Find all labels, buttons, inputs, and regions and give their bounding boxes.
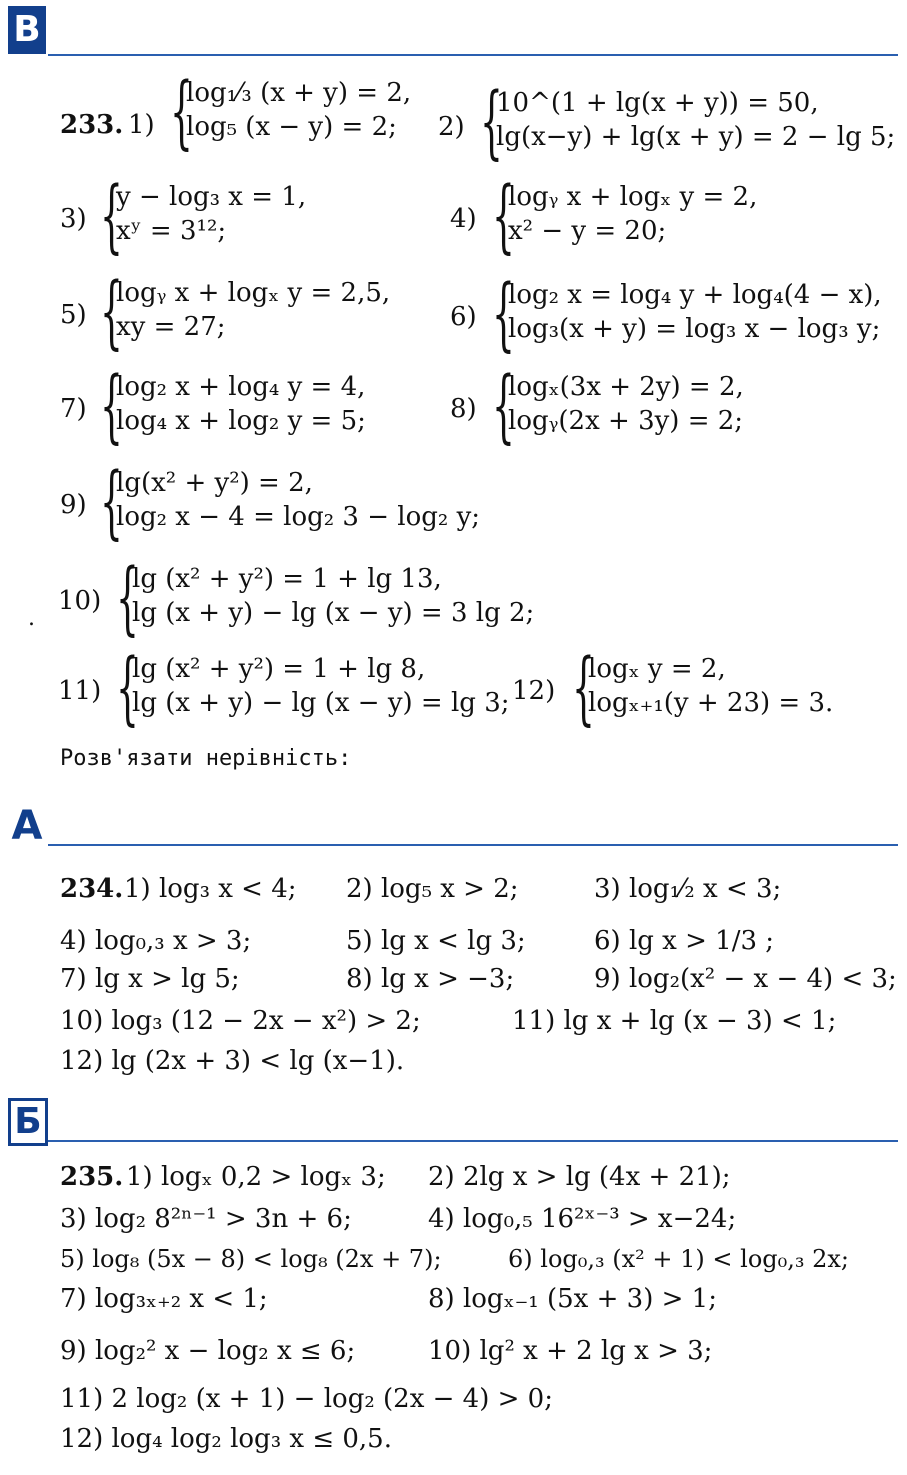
- equation-row: lg(x−y) + lg(x + y) = 2 − lg 5;: [496, 122, 896, 152]
- inequality: 2) log₅ x > 2;: [346, 874, 519, 904]
- inequality: 7) log₃ₓ₊₂ x < 1;: [60, 1284, 268, 1314]
- brace-icon: {: [492, 267, 515, 360]
- inequality: 11) 2 log₂ (x + 1) − log₂ (2x − 4) > 0;: [60, 1384, 553, 1414]
- inequality: 8) lg x > −3;: [346, 964, 515, 994]
- section-rule: [48, 844, 898, 846]
- section-badge-v: В: [8, 6, 46, 54]
- equation-row: lg (x + y) − lg (x − y) = lg 3;: [132, 688, 510, 718]
- equation-row: log₃(x + y) = log₃ x − log₃ y;: [508, 314, 881, 344]
- inequality: 4) log₀,₃ x > 3;: [60, 926, 252, 956]
- equation-row: logₓ(3x + 2y) = 2,: [508, 372, 744, 402]
- brace-icon: {: [116, 641, 139, 734]
- inequality: 7) lg x > lg 5;: [60, 964, 240, 994]
- inequality: 12) log₄ log₂ log₃ x ≤ 0,5.: [60, 1424, 392, 1454]
- brace-icon: {: [170, 65, 193, 158]
- equation-row: log₂ x + log₄ y = 4,: [116, 372, 366, 402]
- item-number: 12): [512, 676, 556, 706]
- inequality: 12) lg (2x + 3) < lg (x−1).: [60, 1046, 405, 1076]
- problem-234-label: 234.: [60, 874, 124, 904]
- inequality: 1) log₃ x < 4;: [124, 874, 297, 904]
- brace-icon: {: [572, 641, 595, 734]
- item-number: 9): [60, 490, 87, 520]
- equation-row: logᵧ x + logₓ y = 2,5,: [116, 278, 391, 308]
- inequality: 5) log₈ (5x − 8) < log₈ (2x + 7);: [60, 1245, 442, 1273]
- brace-icon: {: [116, 551, 139, 644]
- instruction-text: Розв'язати нерівність:: [60, 746, 352, 771]
- equation-row: y − log₃ x = 1,: [116, 182, 307, 212]
- equation-row: log₂ x − 4 = log₂ 3 − log₂ y;: [116, 502, 481, 532]
- inequality: 5) lg x < lg 3;: [346, 926, 526, 956]
- inequality: 6) lg x > 1/3 ;: [594, 926, 775, 956]
- item-number: 4): [450, 204, 477, 234]
- item-number: 8): [450, 394, 477, 424]
- section-badge-a: А: [11, 803, 43, 849]
- inequality: 4) log₀,₅ 16²ˣ⁻³ > x−24;: [428, 1204, 737, 1234]
- inequality: 3) log₂ 8²ⁿ⁻¹ > 3n + 6;: [60, 1204, 352, 1234]
- equation-row: log₄ x + log₂ y = 5;: [116, 406, 366, 436]
- inequality: 2) 2lg x > lg (4x + 21);: [428, 1162, 731, 1192]
- brace-icon: {: [480, 75, 503, 168]
- item-number: 7): [60, 394, 87, 424]
- equation-row: log₁⁄₃ (x + y) = 2,: [186, 78, 412, 108]
- brace-icon: {: [100, 455, 123, 548]
- equation-row: 10^(1 + lg(x + y)) = 50,: [496, 88, 819, 118]
- inequality: 8) logₓ₋₁ (5x + 3) > 1;: [428, 1284, 717, 1314]
- equation-row: log₂ x = log₄ y + log₄(4 − x),: [508, 280, 882, 310]
- inequality: 11) lg x + lg (x − 3) < 1;: [512, 1006, 837, 1036]
- equation-row: logᵧ x + logₓ y = 2,: [508, 182, 758, 212]
- equation-row: lg (x² + y²) = 1 + lg 8,: [132, 654, 426, 684]
- item-number: 1): [128, 110, 155, 140]
- equation-row: xy = 27;: [116, 312, 226, 342]
- equation-row: lg (x + y) − lg (x − y) = 3 lg 2;: [132, 598, 535, 628]
- item-number: 5): [60, 300, 87, 330]
- inequality: 6) log₀,₃ (x² + 1) < log₀,₃ 2x;: [508, 1245, 850, 1273]
- inequality: 10) log₃ (12 − 2x − x²) > 2;: [60, 1006, 421, 1036]
- equation-row: x² − y = 20;: [508, 216, 667, 246]
- section-rule: [48, 1140, 898, 1142]
- problem-233-label: 233.: [60, 110, 124, 140]
- brace-icon: {: [492, 169, 515, 262]
- item-number: 2): [438, 112, 465, 142]
- equation-row: logₓ₊₁(y + 23) = 3.: [588, 688, 834, 718]
- item-number: 6): [450, 302, 477, 332]
- inequality: 9) log₂² x − log₂ x ≤ 6;: [60, 1336, 356, 1366]
- inequality: 3) log₁⁄₂ x < 3;: [594, 874, 782, 904]
- equation-row: log₅ (x − y) = 2;: [186, 112, 397, 142]
- brace-icon: {: [100, 359, 123, 452]
- brace-icon: {: [100, 265, 123, 358]
- equation-row: lg(x² + y²) = 2,: [116, 468, 313, 498]
- problem-235-label: 235.: [60, 1162, 124, 1192]
- stray-dot: .: [28, 606, 35, 631]
- inequality: 9) log₂(x² − x − 4) < 3;: [594, 964, 897, 994]
- brace-icon: {: [492, 359, 515, 452]
- equation-row: logₓ y = 2,: [588, 654, 726, 684]
- section-rule: [48, 54, 898, 56]
- item-number: 3): [60, 204, 87, 234]
- equation-row: xʸ = 3¹²;: [116, 216, 227, 246]
- equation-row: lg (x² + y²) = 1 + lg 13,: [132, 564, 442, 594]
- equation-row: logᵧ(2x + 3y) = 2;: [508, 406, 744, 436]
- item-number: 10): [58, 586, 102, 616]
- item-number: 11): [58, 676, 102, 706]
- inequality: 10) lg² x + 2 lg x > 3;: [428, 1336, 713, 1366]
- inequality: 1) logₓ 0,2 > logₓ 3;: [126, 1162, 386, 1192]
- brace-icon: {: [100, 169, 123, 262]
- section-badge-b: Б: [8, 1098, 48, 1146]
